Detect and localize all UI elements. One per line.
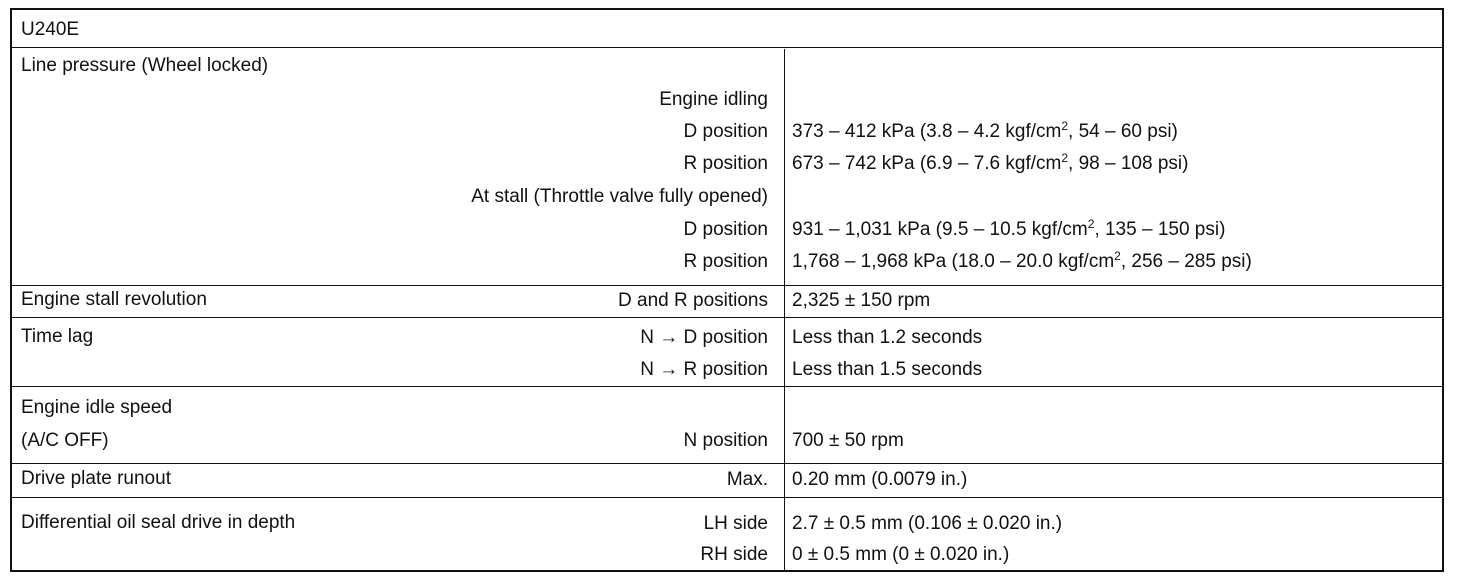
row-divider (12, 317, 1442, 318)
row-divider (12, 497, 1442, 498)
stall-revolution-title: Engine stall revolution (21, 289, 207, 310)
runout-title: Drive plate runout (21, 468, 171, 489)
stall-d-position-value: 931 – 1,031 kPa (9.5 – 10.5 kgf/$cm^2$, 135 – 150 psi) (792, 217, 1226, 240)
idling-r-position-label: R position (683, 153, 768, 174)
time-lag-title: Time lag (21, 326, 94, 347)
stall-r-position-value: 1,768 – 1,968 kPa (18.0 – 20.0 kgf/$cm^2$, 256 – 285 psi) (792, 249, 1252, 272)
idling-r-position-value: 673 – 742 kPa (6.9 – 7.6 kgf/$cm^2$, 98 – 108 psi) (792, 151, 1189, 174)
runout-condition: Max. (726, 469, 768, 490)
n-to-d-value: Less than 1.2 seconds (792, 327, 983, 348)
spec-table (10, 8, 1444, 572)
idle-speed-value: 700 ± 50 rpm (792, 430, 904, 451)
engine-idling-label: Engine idling (659, 89, 768, 110)
at-stall-label: At stall (Throttle valve fully opened) (471, 186, 768, 207)
table-header: U240E (21, 19, 80, 40)
oil-seal-title: Differential oil seal drive in depth (21, 512, 296, 533)
stall-revolution-value: 2,325 ± 150 rpm (792, 290, 931, 311)
rh-side-value: 0 ± 0.5 mm (0 ± 0.020 in.) (792, 544, 1010, 565)
lh-side-value: 2.7 ± 0.5 mm (0.106 ± 0.020 in.) (792, 513, 1063, 534)
stall-r-position-label: R position (683, 251, 768, 272)
idling-d-position-label: D position (683, 121, 768, 142)
idling-d-position-value: 373 – 412 kPa (3.8 – 4.2 kgf/$cm^2$, 54 – 60 psi) (792, 119, 1178, 142)
column-divider (784, 49, 785, 570)
idle-speed-subtitle: (A/C OFF) (21, 430, 109, 451)
row-divider (12, 386, 1442, 387)
runout-value: 0.20 mm (0.0079 in.) (792, 469, 968, 490)
idle-speed-title: Engine idle speed (21, 397, 173, 418)
lh-side-label: LH side (703, 513, 768, 534)
row-divider (12, 285, 1442, 286)
n-to-r-label: N → R position (640, 359, 768, 380)
stall-revolution-condition: D and R positions (618, 290, 768, 311)
stall-d-position-label: D position (683, 219, 768, 240)
row-divider (12, 463, 1442, 464)
row-divider (12, 47, 1442, 48)
rh-side-label: RH side (700, 544, 768, 565)
n-to-r-value: Less than 1.5 seconds (792, 359, 983, 380)
line-pressure-title: Line pressure (Wheel locked) (21, 55, 269, 76)
n-to-d-label: N → D position (640, 327, 768, 348)
idle-speed-condition: N position (683, 430, 768, 451)
